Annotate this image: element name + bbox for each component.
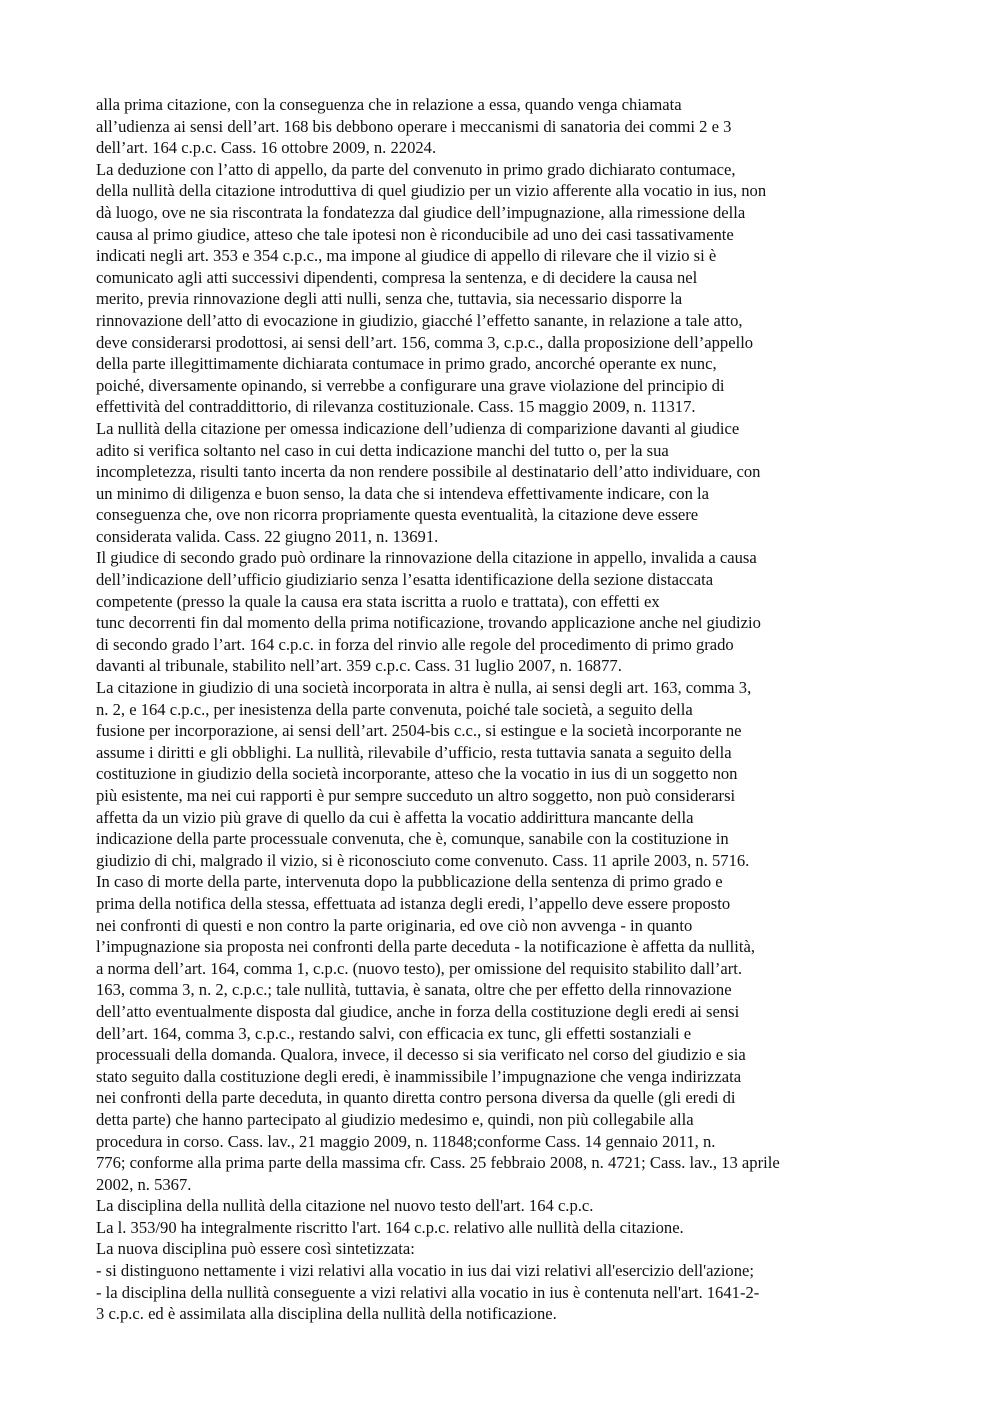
text-line: poiché, diversamente opinando, si verrebbe a configurare una grave violazione del principio di — [96, 375, 725, 395]
text-line: a norma dell’art. 164, comma 1, c.p.c. (nuovo testo), per omissione del requisito stabilito dall’art. — [96, 958, 743, 978]
text-line: dell’atto eventualmente disposta dal giudice, anche in forza della costituzione degli eredi ai sensi — [96, 1001, 740, 1021]
text-line: della nullità della citazione introduttiva di quel giudizio per un vizio afferente alla vocatio in ius, non — [96, 181, 767, 201]
text-line: 776; conforme alla prima parte della massima cfr. Cass. 25 febbraio 2008, n. 4721; Cass. lav., 13 aprile — [96, 1153, 780, 1173]
text-line: assume i diritti e gli obblighi. La nullità, rilevabile d’ufficio, resta tuttavia sanata a seguito della — [96, 742, 732, 762]
text-line: all’udienza ai sensi dell’art. 168 bis debbono operare i meccanismi di sanatoria dei commi 2 e 3 — [96, 116, 732, 136]
document-body — [96, 94, 876, 1325]
text-line: 2002, n. 5367. — [96, 1174, 192, 1194]
text-line: considerata valida. Cass. 22 giugno 2011, n. 13691. — [96, 526, 439, 546]
text-line: affetta da un vizio più grave di quello da cui è affetta la vocatio addirittura mancante della — [96, 807, 694, 827]
text-line: alla prima citazione, con la conseguenza che in relazione a essa, quando venga chiamata — [96, 95, 682, 114]
text-line: competente (presso la quale la causa era stata iscritta a ruolo e trattata), con effetti ex — [96, 591, 660, 611]
text-line: La citazione in giudizio di una società incorporata in altra è nulla, ai sensi degli art. 163, comma 3, — [96, 678, 752, 698]
text-line: La l. 353/90 ha integralmente riscritto l'art. 164 c.p.c. relativo alle nullità della citazione. — [96, 1217, 684, 1237]
text-line: - si distinguono nettamente i vizi relativi alla vocatio in ius dai vizi relativi all'esercizio dell'azione; — [96, 1261, 754, 1281]
text-line: - la disciplina della nullità conseguente a vizi relativi alla vocatio in ius è contenuta nell'art. 1641-2- — [96, 1282, 760, 1302]
text-line: dell’indicazione dell’ufficio giudiziario senza l’esatta identificazione della sezione distaccata — [96, 570, 714, 590]
text-line: della parte illegittimamente dichiarata contumace in primo grado, ancorché operante ex nunc, — [96, 354, 717, 374]
text-line: indicazione della parte processuale convenuta, che è, comunque, sanabile con la costituzione in — [96, 829, 729, 849]
text-line: causa al primo giudice, atteso che tale ipotesi non è riconducibile ad uno dei casi tassativamente — [96, 224, 734, 244]
text-line: fusione per incorporazione, ai sensi dell’art. 2504-bis c.c., si estingue e la società incorporante ne — [96, 721, 742, 741]
text-line: dà luogo, ove ne sia riscontrata la fondatezza dal giudice dell’impugnazione, alla rimessione della — [96, 202, 746, 222]
text-line: davanti al tribunale, stabilito nell’art. 359 c.p.c. Cass. 31 luglio 2007, n. 16877. — [96, 656, 622, 676]
text-line: più esistente, ma nei cui rapporti è pur sempre succeduto un altro soggetto, non può considerarsi — [96, 786, 736, 805]
text-line: di secondo grado l’art. 164 c.p.c. in forza del rinvio alle regole del procedimento di primo grado — [96, 634, 734, 654]
text-line: dell’art. 164, comma 3, c.p.c., restando salvi, con efficacia ex tunc, gli effetti sostanziali e — [96, 1023, 692, 1043]
text-line: In caso di morte della parte, intervenuta dopo la pubblicazione della sentenza di primo grado e — [96, 872, 723, 892]
text-line: deve considerarsi prodottosi, ai sensi dell’art. 156, comma 3, c.p.c., dalla proposizione dell’appello — [96, 332, 754, 352]
text-line: comunicato agli atti successivi dipendenti, compresa la sentenza, e di decidere la causa nel — [96, 267, 698, 287]
text-line: giudizio di chi, malgrado il vizio, si è riconosciuto come convenuto. Cass. 11 aprile 2003, n. 5716. — [96, 850, 750, 870]
text-line: incompletezza, risulti tanto incerta da non rendere possibile al destinatario dell’atto individuare, con — [96, 462, 761, 482]
text-line: tunc decorrenti fin dal momento della prima notificazione, trovando applicazione anche nel giudizio — [96, 613, 761, 633]
text-line: un minimo di diligenza e buon senso, la data che si intendeva effettivamente indicare, con la — [96, 483, 709, 503]
text-line: merito, previa rinnovazione degli atti nulli, senza che, tuttavia, sia necessario disporre la — [96, 289, 683, 309]
text-line: detta parte) che hanno partecipato al giudizio medesimo e, quindi, non più collegabile alla — [96, 1109, 694, 1129]
text-line: effettività del contraddittorio, di rilevanza costituzionale. Cass. 15 maggio 2009, n. 11317. — [96, 397, 696, 417]
text-line: La nuova disciplina può essere così sintetizzata: — [96, 1239, 415, 1259]
text-line: nei confronti della parte deceduta, in quanto diretta contro persona diversa da quelle (gli eredi di — [96, 1088, 736, 1108]
text-line: La nullità della citazione per omessa indicazione dell’udienza di comparizione davanti al giudice — [96, 418, 740, 438]
text-line: nei confronti di questi e non contro la parte originaria, ed ove ciò non avvenga - in quanto — [96, 915, 693, 935]
text-line: stato seguito dalla costituzione degli eredi, è inammissibile l’impugnazione che venga indirizzata — [96, 1066, 742, 1086]
text-line: 163, comma 3, n. 2, c.p.c.; tale nullità, tuttavia, è sanata, oltre che per effetto della rinnovazione — [96, 980, 732, 1000]
text-line: 3 c.p.c. ed è assimilata alla disciplina della nullità della notificazione. — [96, 1304, 557, 1324]
text-line: rinnovazione dell’atto di evocazione in giudizio, giacché l’effetto sanante, in relazione a tale atto, — [96, 310, 743, 330]
text-line: indicati negli art. 353 e 354 c.p.c., ma impone al giudice di appello di rilevare che il vizio si è — [96, 246, 717, 266]
text-line: prima della notifica della stessa, effettuata ad istanza degli eredi, l’appello deve essere proposto — [96, 893, 731, 913]
text-line: conseguenza che, ove non ricorra propriamente questa eventualità, la citazione deve essere — [96, 505, 699, 525]
text-line: procedura in corso. Cass. lav., 21 maggio 2009, n. 11848;conforme Cass. 14 gennaio 2011, n. — [96, 1131, 716, 1151]
text-line: La disciplina della nullità della citazione nel nuovo testo dell'art. 164 c.p.c. — [96, 1196, 594, 1216]
text-line: La deduzione con l’atto di appello, da parte del convenuto in primo grado dichiarato contumace, — [96, 159, 736, 179]
text-line: n. 2, e 164 c.p.c., per inesistenza della parte convenuta, poiché tale società, a seguito della — [96, 699, 693, 719]
text-line: dell’art. 164 c.p.c. Cass. 16 ottobre 2009, n. 22024. — [96, 138, 437, 158]
text-line: adito si verifica soltanto nel caso in cui detta indicazione manchi del tutto o, per la sua — [96, 440, 669, 460]
text-line: processuali della domanda. Qualora, invece, il decesso si sia verificato nel corso del giudizio e sia — [96, 1045, 746, 1065]
text-line: l’impugnazione sia proposta nei confronti della parte deceduta - la notificazione è affetta da nullità, — [96, 937, 756, 957]
text-line: costituzione in giudizio della società incorporante, atteso che la vocatio in ius di un soggetto non — [96, 764, 738, 784]
text-line: Il giudice di secondo grado può ordinare la rinnovazione della citazione in appello, invalida a causa — [96, 548, 757, 568]
